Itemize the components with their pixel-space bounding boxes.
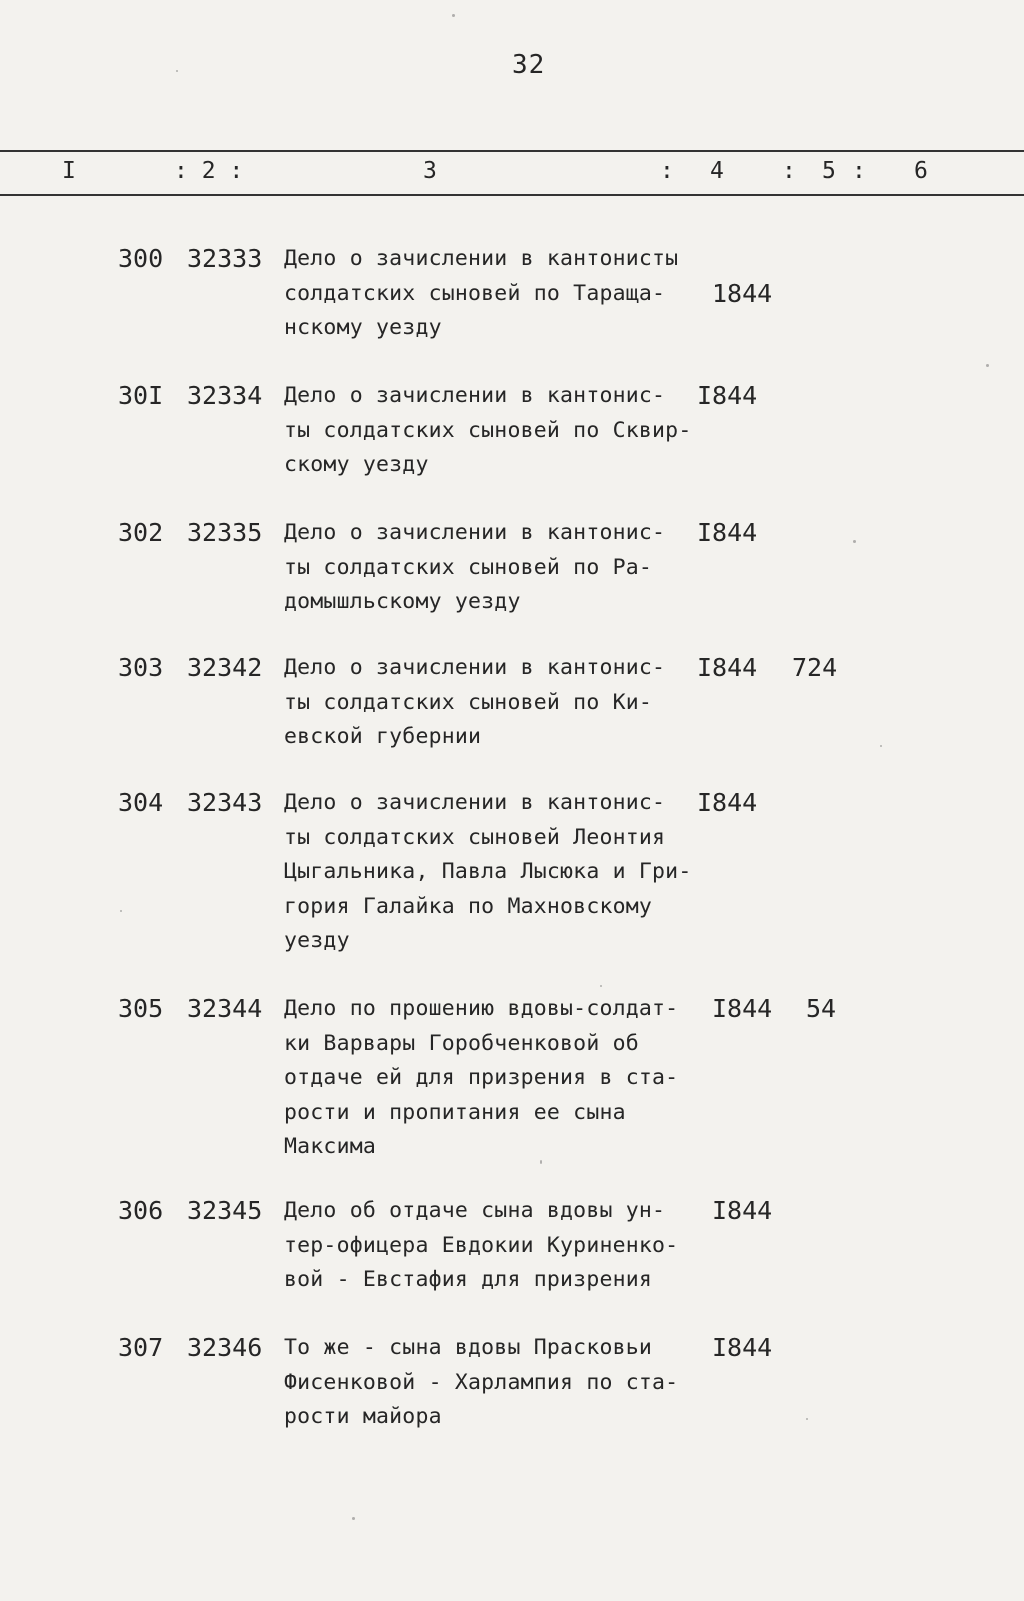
entry-year: I844 — [712, 994, 773, 1023]
description-line: уезду — [284, 928, 350, 953]
entry-code: 32346 — [187, 1333, 263, 1362]
entry-code: 32342 — [187, 653, 263, 682]
description-line: рости и пропитания ее сына — [284, 1099, 626, 1125]
description-line: ки Варвары Горобченковой об — [284, 1030, 639, 1056]
description-line: скому уезду — [284, 452, 429, 477]
paper-speck — [452, 14, 455, 17]
description-line: ты солдатских сыновей по Сквир- — [284, 417, 692, 443]
entry-number: 303 — [118, 653, 164, 682]
entry-description — [284, 992, 724, 1165]
description-line: тер-офицера Евдокии Куриненко- — [284, 1232, 679, 1258]
description-line: Дело о зачислении в кантонис- — [284, 790, 666, 815]
column-header-6: 6 — [914, 158, 928, 184]
column-header-3: 3 — [423, 158, 437, 184]
description-line: Дело о зачислении в кантонисты — [284, 246, 679, 271]
paper-speck — [986, 364, 989, 367]
description-line: нскому уезду — [284, 315, 442, 340]
entry-pages: 724 — [792, 653, 838, 682]
entry-number: 302 — [118, 518, 164, 547]
paper-speck — [352, 1517, 355, 1520]
description-line: Фисенковой - Харлампия по ста- — [284, 1369, 679, 1395]
entry-description — [284, 786, 724, 959]
description-line: солдатских сыновей по Таращa- — [284, 280, 666, 306]
entry-code: 32334 — [187, 381, 263, 410]
description-line: Дело о зачислении в кантонис- — [284, 520, 666, 545]
paper-speck — [853, 540, 856, 543]
entry-pages: 54 — [806, 994, 837, 1023]
entry-year: I844 — [697, 653, 758, 682]
entry-year: I844 — [697, 788, 758, 817]
entry-year: I844 — [712, 1196, 773, 1225]
entry-code: 32345 — [187, 1196, 263, 1225]
column-header-separator: : — [782, 158, 796, 184]
description-line: Дело об отдаче сына вдовы ун- — [284, 1198, 666, 1223]
entry-description — [284, 651, 724, 755]
description-line: Дело о зачислении в кантонис- — [284, 383, 666, 408]
paper-speck — [120, 910, 122, 912]
entry-code: 32344 — [187, 994, 263, 1023]
paper-speck — [540, 1160, 542, 1164]
description-line: ты солдатских сыновей Леонтия — [284, 824, 666, 850]
page-number: 32 — [512, 50, 546, 80]
paper-speck — [806, 1418, 808, 1420]
description-line: То же - сына вдовы Прасковьи — [284, 1335, 653, 1360]
entry-year: I844 — [697, 518, 758, 547]
entry-description — [284, 1331, 724, 1435]
entry-description — [284, 379, 724, 483]
entry-number: 307 — [118, 1333, 164, 1362]
description-line: вой - Евстафия для призрения — [284, 1267, 653, 1292]
entry-year: 1844 — [712, 278, 773, 308]
column-header-separator: : — [660, 158, 674, 184]
description-line: отдаче ей для призрения в ста- — [284, 1065, 679, 1090]
header-bottom-rule — [0, 194, 1024, 196]
entry-number: 30I — [118, 381, 164, 410]
description-line: гория Галайка по Махновскому — [284, 893, 653, 919]
description-line: Дело о зачислении в кантонис- — [284, 655, 666, 680]
header-top-rule — [0, 150, 1024, 152]
entry-description — [284, 242, 724, 346]
description-line: Цыгальника, Павла Лысюка и Гри- — [284, 859, 692, 884]
paper-speck — [176, 70, 178, 72]
description-line: Дело по прошению вдовы-солдат- — [284, 996, 679, 1021]
entry-code: 32343 — [187, 788, 263, 817]
entry-year: I844 — [697, 381, 758, 410]
description-line: рости майора — [284, 1404, 442, 1429]
description-line: домышльскому уезду — [284, 589, 521, 614]
paper-speck — [600, 985, 602, 987]
entry-description — [284, 516, 724, 620]
column-header-1: I — [62, 158, 76, 184]
column-header-separator: : — [852, 158, 866, 184]
column-header-4: 4 — [710, 158, 724, 184]
entry-code: 32333 — [187, 244, 263, 273]
column-header-2: : 2 : — [174, 158, 244, 184]
entry-number: 305 — [118, 994, 164, 1023]
description-line: Максима — [284, 1134, 377, 1159]
entry-number: 306 — [118, 1196, 164, 1225]
entry-description — [284, 1194, 724, 1298]
entry-number: 304 — [118, 788, 164, 817]
entry-year: I844 — [712, 1333, 773, 1362]
description-line: ты солдатских сыновей по Ки- — [284, 689, 653, 715]
column-header-5: 5 — [822, 158, 836, 184]
entry-number: 300 — [118, 244, 164, 273]
description-line: ты солдатских сыновей по Ра- — [284, 554, 653, 580]
paper-speck — [880, 745, 882, 747]
entry-code: 32335 — [187, 518, 263, 547]
description-line: евской губернии — [284, 724, 482, 749]
